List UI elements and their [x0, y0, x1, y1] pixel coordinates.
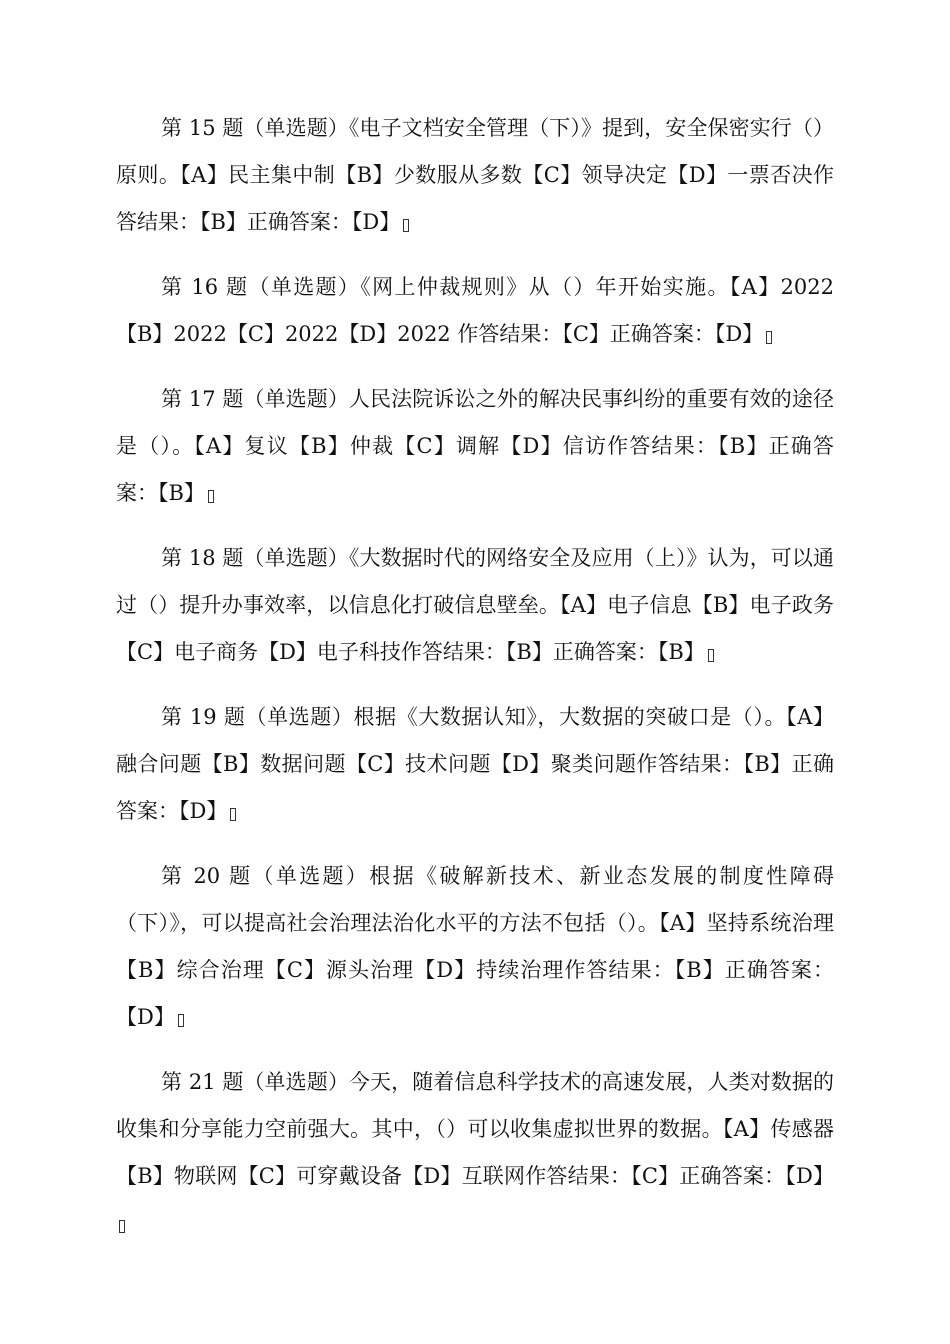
paragraph-mark-icon: [178, 1014, 184, 1027]
paragraph-mark-icon: [708, 649, 714, 662]
paragraph-mark-icon: [766, 331, 772, 344]
question-text: 第 16 题（单选题）《网上仲裁规则》从（）年开始实施。【A】2022【B】2022【C】2022【D】2022 作答结果：【C】正确答案：【D】: [116, 275, 834, 346]
question-text: 第 18 题（单选题）《大数据时代的网络安全及应用（上）》认为，可以通过（）提升办事效率，以信息化打破信息壁垒。【A】电子信息【B】电子政务【C】电子商务【D】电子科技作答结果：【B】正确答案：【B】: [116, 546, 834, 664]
question-text: 第 21 题（单选题）今天，随着信息科学技术的高速发展，人类对数据的收集和分享能力空前强大。其中，（）可以收集虚拟世界的数据。【A】传感器【B】物联网【C】可穿戴设备【D】互联网作答结果：【C】正确答案：【D】: [116, 1070, 834, 1188]
question-text: 第 15 题（单选题）《电子文档安全管理（下）》提到，安全保密实行（）原则。【A】民主集中制【B】少数服从多数【C】领导决定【D】一票否决作答结果：【B】正确答案：【D】: [116, 116, 834, 234]
question-20: [116, 853, 834, 1041]
paragraph-mark-icon: [119, 1220, 125, 1233]
paragraph-mark-icon: [230, 808, 236, 821]
document-page: [116, 105, 834, 1265]
question-text: 第 20 题（单选题）根据《破解新技术、新业态发展的制度性障碍（下）》，可以提高社会治理法治化水平的方法不包括（）。【A】坚持系统治理【B】综合治理【C】源头治理【D】持续治理作答结果：【B】正确答案：【D】: [116, 864, 834, 1029]
paragraph-mark-icon: [403, 219, 409, 232]
paragraph-mark-icon: [208, 490, 214, 503]
question-18: [116, 535, 834, 676]
question-text: 第 19 题（单选题）根据《大数据认知》，大数据的突破口是（）。【A】融合问题【B】数据问题【C】技术问题【D】聚类问题作答结果：【B】正确答案：【D】: [116, 705, 834, 823]
question-17: [116, 376, 834, 517]
question-16: [116, 264, 834, 358]
question-text: 第 17 题（单选题）人民法院诉讼之外的解决民事纠纷的重要有效的途径是（）。【A】复议【B】仲裁【C】调解【D】信访作答结果：【B】正确答案：【B】: [116, 387, 834, 505]
question-19: [116, 694, 834, 835]
question-21: [116, 1059, 834, 1247]
question-15: [116, 105, 834, 246]
